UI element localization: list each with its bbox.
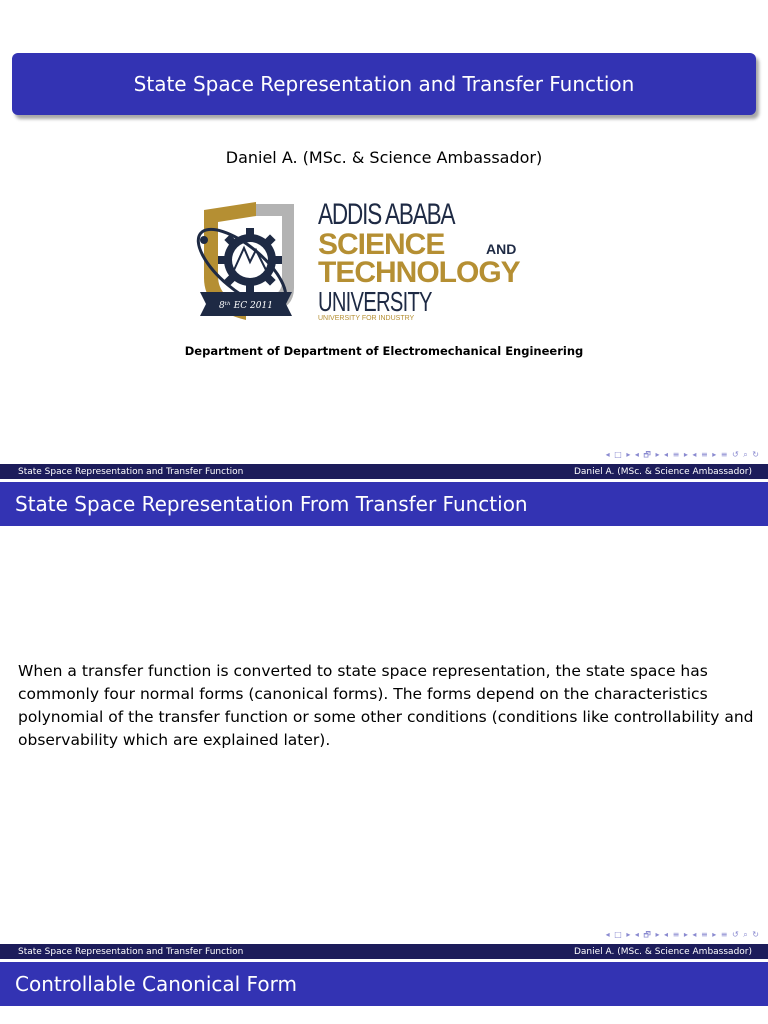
footer-right: Daniel A. (MSc. & Science Ambassador) bbox=[573, 946, 752, 957]
footer-left: State Space Representation and Transfer Function bbox=[18, 946, 244, 957]
slide-footer bbox=[0, 944, 768, 959]
frame-title-text: Controllable Canonical Form bbox=[15, 972, 297, 996]
frame-title bbox=[0, 962, 768, 1006]
logo-line-and: AND bbox=[486, 241, 517, 257]
slide-footer bbox=[0, 464, 768, 479]
footer-left: State Space Representation and Transfer Function bbox=[18, 466, 244, 477]
author-line: Daniel A. (MSc. & Science Ambassador) bbox=[225, 148, 543, 167]
department-line: Department of Department of Electromechanical Engineering bbox=[184, 344, 584, 358]
frame-title bbox=[0, 482, 768, 526]
university-logo bbox=[188, 196, 588, 328]
footer-right: Daniel A. (MSc. & Science Ambassador) bbox=[573, 466, 752, 477]
beamer-navigation[interactable]: ◂ □ ▸ ◂ 🗗 ▸ ◂ ≡ ▸ ◂ ≡ ▸ ≡ ↺ ⌕ ↻ bbox=[605, 450, 760, 459]
logo-line-university: UNIVERSITY bbox=[318, 286, 432, 317]
frame-title-text: State Space Representation From Transfer Function bbox=[15, 492, 528, 516]
university-emblem-icon bbox=[188, 196, 313, 328]
logo-line-addis: ADDIS ABABA bbox=[318, 198, 455, 231]
slide-title-box bbox=[12, 53, 756, 115]
logo-line-science: SCIENCE bbox=[318, 228, 445, 261]
beamer-navigation[interactable]: ◂ □ ▸ ◂ 🗗 ▸ ◂ ≡ ▸ ◂ ≡ ▸ ≡ ↺ ⌕ ↻ bbox=[605, 930, 760, 939]
slide-title: State Space Representation and Transfer Function bbox=[133, 72, 635, 96]
logo-tagline: UNIVERSITY FOR INDUSTRY bbox=[318, 315, 415, 322]
logo-line-technology: TECHNOLOGY bbox=[318, 256, 520, 289]
svg-text:8ᵗʰ EC 2011: 8ᵗʰ EC 2011 bbox=[219, 301, 273, 311]
body-paragraph: When a transfer function is converted to state space representation, the state space has commonly four normal forms (canonical forms). The forms depend on the characteristics polynomial of the transfer function or some other conditions (conditions like controllability and observability which are explained later). bbox=[18, 662, 754, 749]
